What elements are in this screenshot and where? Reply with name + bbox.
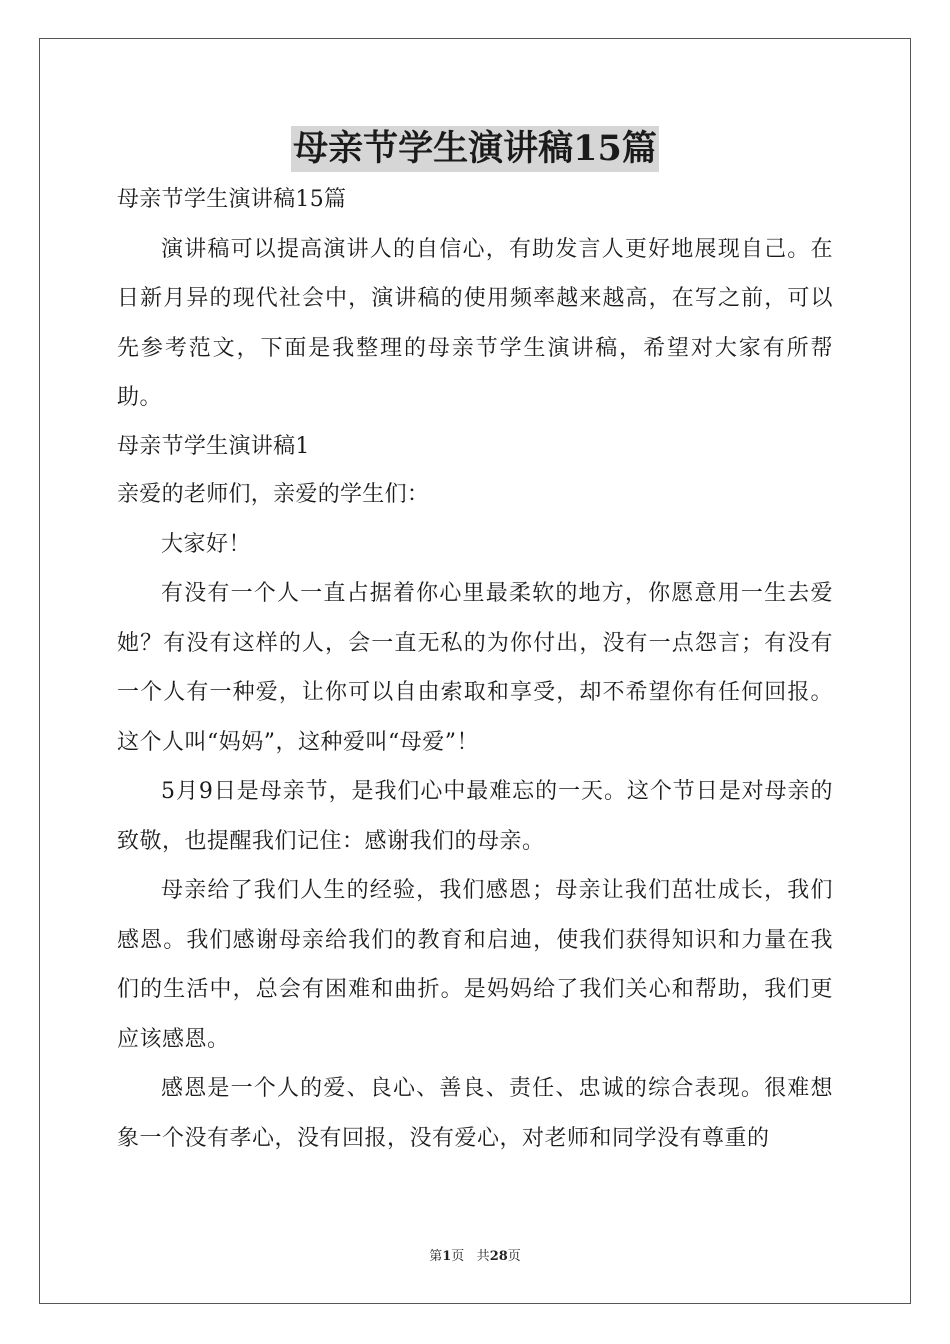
document-title: 母亲节学生演讲稿15篇 bbox=[291, 126, 659, 172]
document-subtitle: 母亲节学生演讲稿15篇 bbox=[117, 187, 347, 212]
page-suffix: 页 bbox=[451, 1249, 465, 1264]
page-number: 1 bbox=[442, 1249, 452, 1264]
total-suffix: 页 bbox=[507, 1249, 521, 1264]
body-paragraph: 母亲给了我们人生的经验，我们感恩；母亲让我们茁壮成长，我们感恩。我们感谢母亲给我们的教育和启迪，使我们获得知识和力量在我们的生活中，总会有困难和曲折。是妈妈给了我们关心和帮助，我们更应该感恩。 bbox=[117, 878, 833, 1052]
total-pages: 28 bbox=[489, 1249, 508, 1264]
total-prefix: 共 bbox=[476, 1249, 490, 1264]
body-paragraph: 有没有一个人一直占据着你心里最柔软的地方，你愿意用一生去爱她？有没有这样的人，会一直无私的为你付出，没有一点怨言；有没有一个人有一种爱，让你可以自由索取和享受，却不希望你有任何回报。这个人叫“妈妈”，这种爱叫“母爱”！ bbox=[117, 581, 833, 755]
section-heading: 母亲节学生演讲稿1 bbox=[117, 433, 310, 459]
greeting: 大家好！ bbox=[161, 531, 252, 557]
body-paragraph: 5月9日是母亲节，是我们心中最难忘的一天。这个节日是对母亲的致敬，也提醒我们记住：感谢我们的母亲。 bbox=[117, 779, 833, 854]
page-prefix: 第 bbox=[429, 1249, 443, 1264]
page-footer bbox=[0, 1245, 950, 1264]
body-paragraph: 感恩是一个人的爱、良心、善良、责任、忠诚的综合表现。很难想象一个没有孝心，没有回报，没有爱心，对老师和同学没有尊重的 bbox=[117, 1076, 833, 1151]
salutation: 亲爱的老师们，亲爱的学生们： bbox=[117, 482, 430, 507]
intro-paragraph: 演讲稿可以提高演讲人的自信心，有助发言人更好地展现自己。在日新月异的现代社会中，演讲稿的使用频率越来越高，在写之前，可以先参考范文，下面是我整理的母亲节学生演讲稿，希望对大家有所帮助。 bbox=[117, 236, 833, 410]
document-body bbox=[117, 176, 833, 1163]
title-container bbox=[0, 126, 950, 172]
